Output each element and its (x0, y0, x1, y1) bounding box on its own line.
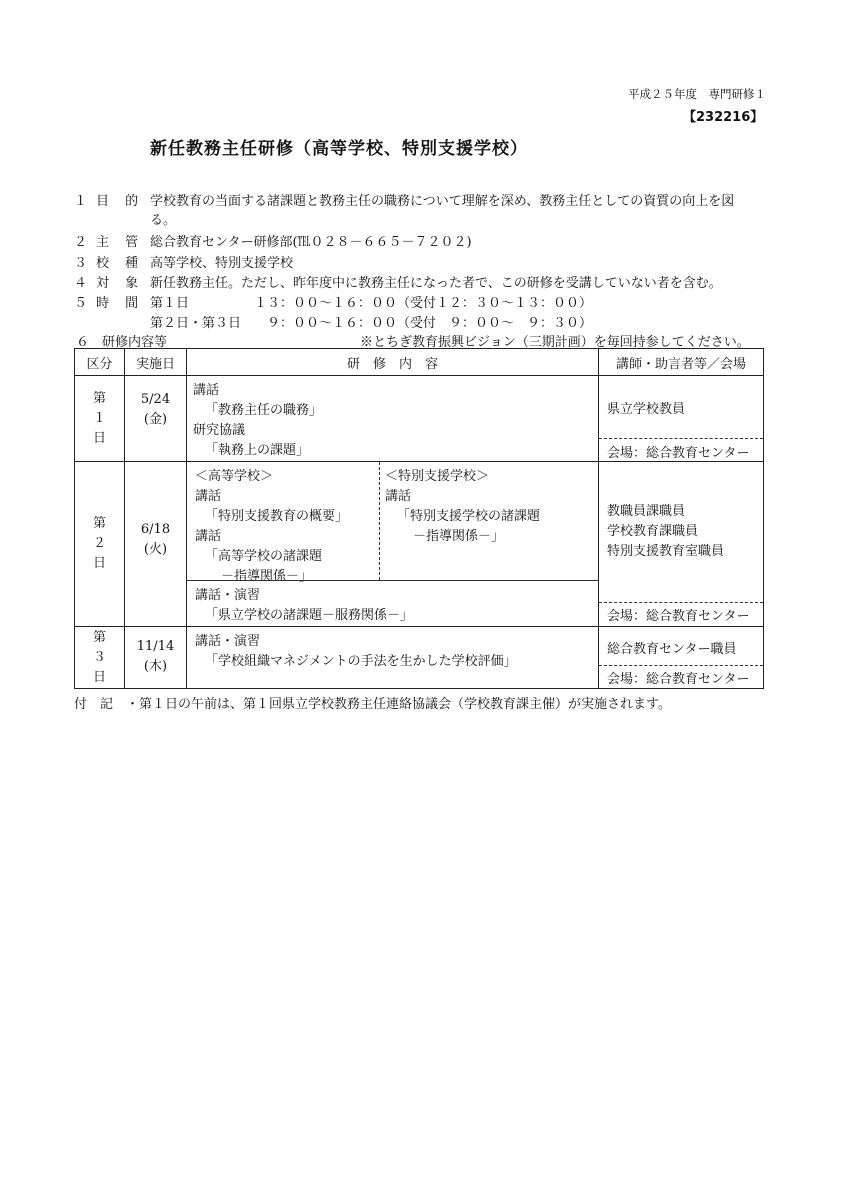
venue: 会場：総合教育センター (607, 446, 750, 461)
divider (599, 438, 763, 439)
day-char: 第 (92, 629, 106, 645)
fiscal-year-label: 平成２５年度 専門研修１ (628, 87, 766, 101)
section-6-note: ※とちぎ教育振興ビジョン（三期計画）を毎回持参してください。 (360, 335, 750, 350)
content-cell (187, 462, 599, 627)
day-cell (75, 627, 125, 689)
content-line: 講話・演習 (195, 634, 261, 649)
item-label: 目 的 (96, 194, 145, 209)
lecturer-name: 教職員課職員 (607, 504, 686, 519)
lecturer-name: 特別支援教育室職員 (607, 544, 725, 559)
divider (599, 602, 763, 603)
header-date: 実施日 (125, 349, 187, 376)
item-value: 総合教育センター研修部(℡０２８－６６５－７２０２) (150, 235, 472, 250)
lecturer-cell (599, 627, 764, 689)
date: 6/18 (140, 522, 171, 537)
content-subhead: ＜高等学校＞ (195, 469, 274, 484)
item-value: 高等学校、特別支援学校 (150, 256, 294, 271)
weekday: (火) (143, 542, 168, 557)
content-line: 講話 (195, 489, 222, 504)
lecturer-cell (599, 462, 764, 627)
divider (187, 580, 598, 581)
section-6-label: ６ 研修内容等 (76, 335, 168, 350)
item-label: 主 管 (96, 235, 145, 250)
venue: 会場：総合教育センター (607, 672, 750, 687)
content-cell (187, 627, 599, 689)
content-line: －指導関係－」 (221, 569, 313, 584)
content-line: 「県立学校の諸課題－服務関係－」 (205, 608, 414, 623)
content-line: 「特別支援教育の概要」 (205, 509, 349, 524)
header-content: 研 修 内 容 (187, 349, 599, 376)
item-value: 学校教育の当面する諸課題と教務主任の職務について理解を深め、教務主任としての資質の向上を図 (150, 194, 735, 209)
page-title: 新任教務主任研修（高等学校、特別支援学校） (150, 139, 528, 159)
content-line: 「教務主任の職務」 (205, 403, 323, 418)
footnote: 付 記 ・第１日の午前は、第１回県立学校教務主任連絡協議会（学校教育課主催）が実施されます。 (74, 697, 671, 712)
day-cell (75, 376, 125, 462)
day-char: 第 (92, 516, 106, 531)
column-divider (379, 462, 380, 580)
day-char: ３ (92, 649, 106, 665)
venue: 会場：総合教育センター (607, 609, 750, 624)
day-char: 日 (92, 430, 106, 446)
day-char: 日 (92, 669, 106, 685)
lecturer-cell (599, 376, 764, 462)
item-number: ３ (74, 256, 88, 271)
item-value: 新任教務主任。ただし、昨年度中に教務主任になった者で、この研修を受講していない者を含む。 (150, 276, 722, 291)
table-header-row (75, 349, 764, 376)
table-row-day3 (75, 627, 764, 689)
day-char: １ (92, 410, 106, 426)
content-line: 講話 (193, 383, 220, 398)
item-number: ４ (74, 276, 88, 291)
content-line: 講話・演習 (195, 588, 261, 603)
item-number: ２ (74, 235, 88, 250)
header-division: 区分 (75, 349, 125, 376)
item-value: る。 (150, 213, 177, 228)
lecturer-name: 県立学校教員 (607, 402, 686, 417)
weekday: (金) (143, 412, 168, 427)
weekday: (木) (143, 659, 168, 674)
header-lecturer: 講師・助言者等／会場 (599, 349, 764, 376)
divider (599, 665, 763, 666)
course-code: 【232216】 (683, 110, 764, 125)
item-label: 時 間 (96, 296, 145, 311)
day-char: 日 (92, 556, 106, 571)
day-cell (75, 462, 125, 627)
content-line: －指導関係－」 (413, 529, 505, 544)
item-value: 第２日・第３日 ９：００～１６：００（受付 ９：００～ ９：３０） (150, 316, 593, 331)
schedule-table (74, 348, 764, 689)
content-line: 講話 (195, 529, 222, 544)
date-cell (125, 376, 187, 462)
item-number: ５ (74, 296, 88, 311)
content-line: 「執務上の課題」 (205, 443, 310, 458)
table-row-day1 (75, 376, 764, 462)
day-char: ２ (92, 536, 106, 551)
day-char: 第 (92, 390, 106, 406)
item-number: １ (74, 194, 88, 209)
date: 11/14 (136, 639, 175, 654)
content-line: 「学校組織マネジメントの手法を生かした学校評価」 (205, 654, 517, 669)
content-line: 講話 (385, 489, 412, 504)
content-cell (187, 376, 599, 462)
content-line: 研究協議 (193, 423, 246, 438)
date-cell (125, 462, 187, 627)
content-subhead: ＜特別支援学校＞ (385, 469, 490, 484)
content-line: 「高等学校の諸課題 (205, 549, 323, 564)
date: 5/24 (140, 392, 171, 407)
item-label: 対 象 (96, 276, 145, 291)
item-label: 校 種 (96, 256, 145, 271)
table-row-day2 (75, 462, 764, 627)
content-line: 「特別支援学校の諸課題 (397, 509, 541, 524)
date-cell (125, 627, 187, 689)
lecturer-name: 学校教育課職員 (607, 524, 699, 539)
lecturer-name: 総合教育センター職員 (607, 642, 737, 657)
item-value: 第１日 １３：００～１６：００（受付１２：３０～１３：００） (150, 296, 593, 311)
